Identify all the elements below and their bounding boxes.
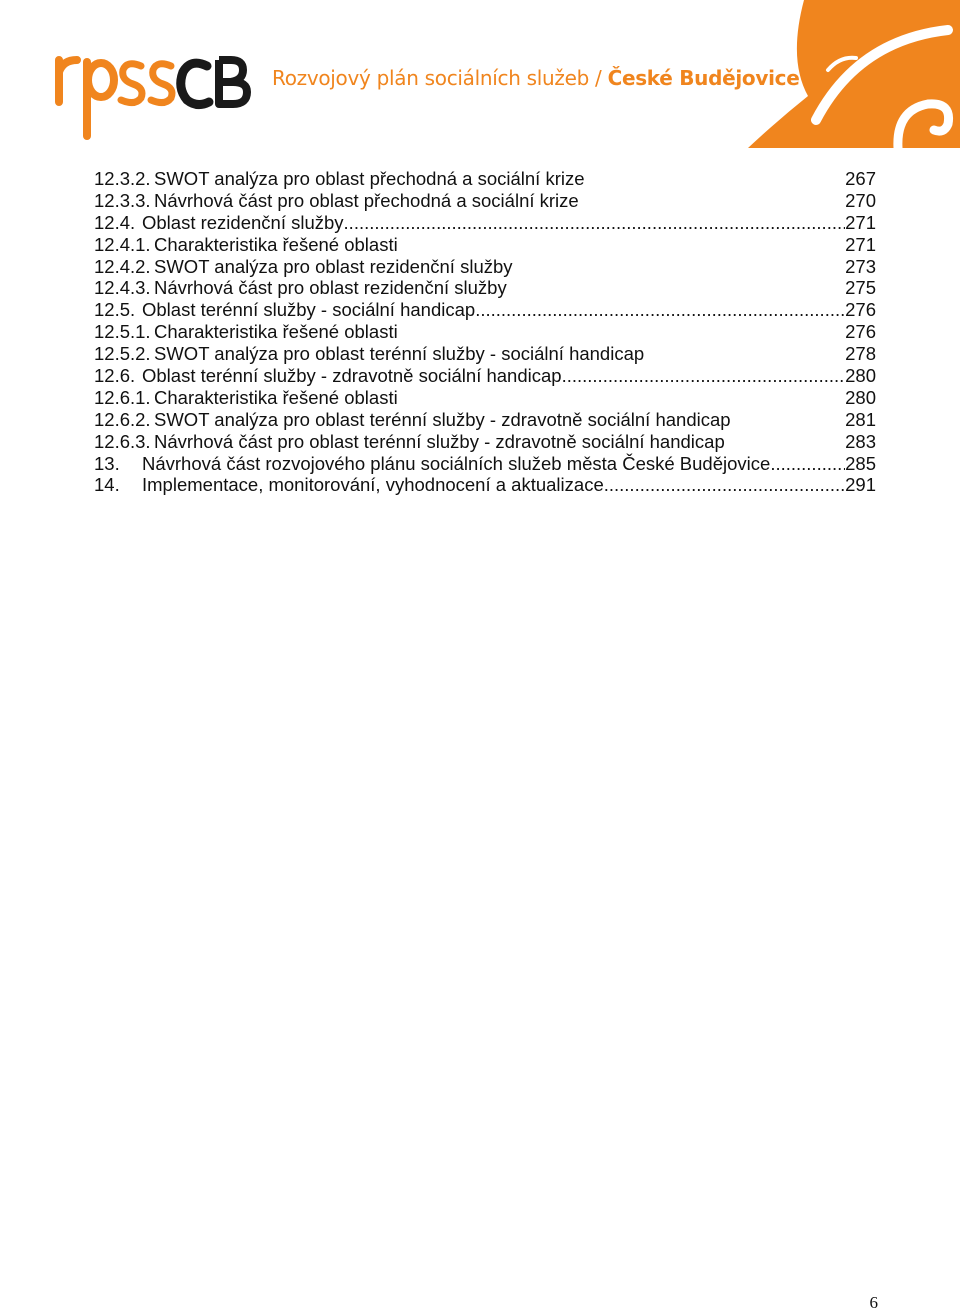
- toc-entry[interactable]: [94, 212, 876, 234]
- toc-entry-number: 12.4.1.: [94, 233, 151, 255]
- toc-entry-number: 12.6.2.: [94, 408, 151, 430]
- toc-entry-title: Návrhová část rozvojového plánu sociálních služeb města České Budějovice: [142, 452, 771, 474]
- toc-entry-number: 12.3.2.: [94, 168, 151, 189]
- toc-entry[interactable]: [94, 234, 876, 256]
- toc-spacer: [585, 168, 846, 190]
- toc-entry-page: 271: [845, 211, 876, 233]
- toc-entry-number: 12.6.3.: [94, 430, 151, 452]
- toc-entry[interactable]: [94, 409, 876, 431]
- toc-entry-title: Implementace, monitorování, vyhodnocení a aktualizace: [142, 474, 604, 496]
- toc-entry-page: 281: [845, 408, 876, 430]
- toc-entry-title: SWOT analýza pro oblast terénní služby - sociální handicap: [154, 343, 645, 365]
- table-of-contents: [94, 168, 876, 496]
- toc-leader-dots: [770, 453, 845, 475]
- toc-entry[interactable]: [94, 453, 876, 475]
- toc-entry[interactable]: [94, 299, 876, 321]
- toc-spacer: [398, 387, 845, 409]
- toc-entry-page: 280: [845, 386, 876, 408]
- toc-entry-title: Návrhová část pro oblast terénní služby - zdravotně sociální handicap: [154, 430, 725, 452]
- toc-entry-page: 283: [845, 430, 876, 452]
- toc-entry-page: 267: [845, 168, 876, 189]
- toc-entry[interactable]: [94, 190, 876, 212]
- header-title: [272, 66, 799, 90]
- toc-entry-page: 275: [845, 277, 876, 299]
- toc-entry[interactable]: [94, 168, 876, 190]
- toc-entry-page: 271: [845, 233, 876, 255]
- toc-entry[interactable]: [94, 321, 876, 343]
- page-number: 6: [869, 1293, 878, 1312]
- toc-spacer: [398, 234, 845, 256]
- toc-entry-number: 12.4.2.: [94, 255, 151, 277]
- header-title-city: České Budějovice: [607, 66, 800, 90]
- toc-spacer: [507, 277, 845, 299]
- toc-entry-title: Oblast terénní služby - zdravotně sociální handicap: [142, 365, 562, 387]
- toc-spacer: [725, 431, 845, 453]
- toc-entry-page: 276: [845, 321, 876, 343]
- toc-leader-dots: [344, 212, 846, 234]
- toc-spacer: [513, 256, 846, 278]
- toc-entry-page: 273: [845, 255, 876, 277]
- toc-entry-title: SWOT analýza pro oblast terénní služby - zdravotně sociální handicap: [154, 408, 731, 430]
- toc-entry-number: 12.4.3.: [94, 277, 151, 299]
- toc-entry-number: 12.6.1.: [94, 386, 151, 408]
- toc-leader-dots: [604, 474, 845, 496]
- toc-entry-title: SWOT analýza pro oblast přechodná a sociální krize: [154, 168, 585, 189]
- toc-entry-title: Oblast rezidenční služby: [142, 211, 344, 233]
- toc-entry-page: 276: [845, 299, 876, 321]
- toc-entry-page: 285: [845, 452, 876, 474]
- toc-entry-title: SWOT analýza pro oblast rezidenční služby: [154, 255, 513, 277]
- toc-entry-title: Návrhová část pro oblast přechodná a sociální krize: [154, 189, 579, 211]
- toc-entry-page: 280: [845, 365, 876, 387]
- toc-entry-title: Oblast terénní služby - sociální handicap: [142, 299, 476, 321]
- page-header: [0, 0, 960, 160]
- toc-leader-dots: [475, 299, 845, 321]
- toc-spacer: [644, 343, 845, 365]
- toc-entry[interactable]: [94, 387, 876, 409]
- toc-entry-number: 12.6.: [94, 365, 136, 387]
- toc-entry-title: Charakteristika řešené oblasti: [154, 386, 398, 408]
- toc-entry-number: 14.: [94, 474, 120, 496]
- decorative-swirl-icon: [748, 0, 960, 148]
- rpsscb-logo-icon: [55, 48, 255, 143]
- toc-spacer: [398, 321, 845, 343]
- toc-entry[interactable]: [94, 256, 876, 278]
- toc-entry-number: 12.5.: [94, 299, 136, 321]
- toc-leader-dots: [562, 365, 846, 387]
- toc-entry-number: 12.5.2.: [94, 343, 151, 365]
- toc-spacer: [731, 409, 846, 431]
- toc-entry-page: 291: [845, 474, 876, 496]
- toc-entry-number: 12.4.: [94, 211, 136, 233]
- toc-entry-title: Charakteristika řešené oblasti: [154, 321, 398, 343]
- toc-entry-page: 278: [845, 343, 876, 365]
- toc-spacer: [579, 190, 845, 212]
- toc-entry[interactable]: [94, 277, 876, 299]
- toc-entry-page: 270: [845, 189, 876, 211]
- toc-entry-title: Charakteristika řešené oblasti: [154, 233, 398, 255]
- toc-entry[interactable]: [94, 474, 876, 496]
- toc-entry[interactable]: [94, 431, 876, 453]
- toc-entry-number: 12.3.3.: [94, 189, 151, 211]
- toc-entry-title: Návrhová část pro oblast rezidenční služby: [154, 277, 507, 299]
- toc-entry[interactable]: [94, 365, 876, 387]
- toc-entry[interactable]: [94, 343, 876, 365]
- toc-entry-number: 13.: [94, 452, 120, 474]
- toc-entry-number: 12.5.1.: [94, 321, 151, 343]
- header-title-text: Rozvojový plán sociálních služeb /: [272, 66, 602, 90]
